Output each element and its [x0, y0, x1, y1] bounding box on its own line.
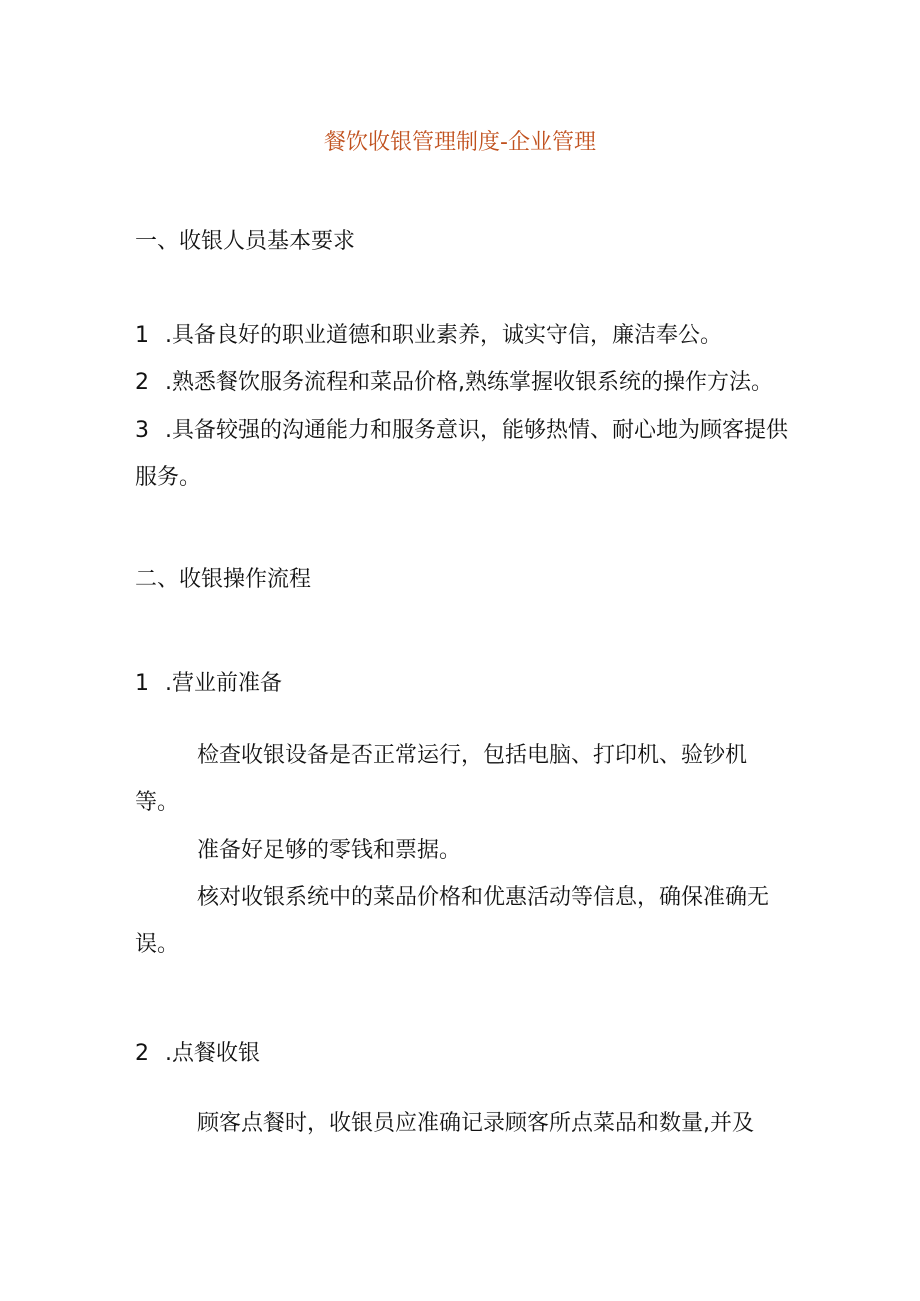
item-text: .熟悉餐饮服务流程和菜品价格,熟练掌握收银系统的操作方法。: [165, 370, 773, 395]
subsection-number: 1: [135, 671, 149, 696]
section-1-item-1: [135, 320, 795, 352]
subsection-1-heading: [135, 668, 795, 700]
subsection-title: .点餐收银: [165, 1041, 260, 1066]
subsection-2-heading: [135, 1038, 795, 1070]
subsection-title: .营业前准备: [165, 671, 282, 696]
section-2-heading: 二、收银操作流程: [135, 567, 312, 592]
paragraph-verify-prices: 核对收银系统中的菜品价格和优惠活动等信息，确保准确无误。: [135, 885, 770, 957]
subsection-number: 2: [135, 1041, 149, 1066]
section-1-heading: 一、收银人员基本要求: [135, 229, 356, 254]
document-title: 餐饮收银管理制度-企业管理: [324, 130, 596, 155]
section-1-item-2: [135, 367, 795, 399]
paragraph-order-taking: 顾客点餐时，收银员应准确记录顾客所点菜品和数量,并及: [197, 1111, 754, 1136]
item-number: 2: [135, 370, 149, 395]
paragraph-check-equipment: 检查收银设备是否正常运行，包括电脑、打印机、验钞机等。: [135, 743, 748, 815]
item-text: .具备良好的职业道德和职业素养，诚实守信，廉洁奉公。: [165, 323, 722, 348]
item-text: .具备较强的沟通能力和服务意识，能够热情、耐心地为顾客提供服务。: [135, 418, 788, 490]
item-number: 3: [135, 418, 149, 443]
item-number: 1: [135, 323, 149, 348]
paragraph-prepare-change: 准备好足够的零钱和票据。: [197, 838, 462, 863]
section-1-item-3: [135, 407, 795, 501]
